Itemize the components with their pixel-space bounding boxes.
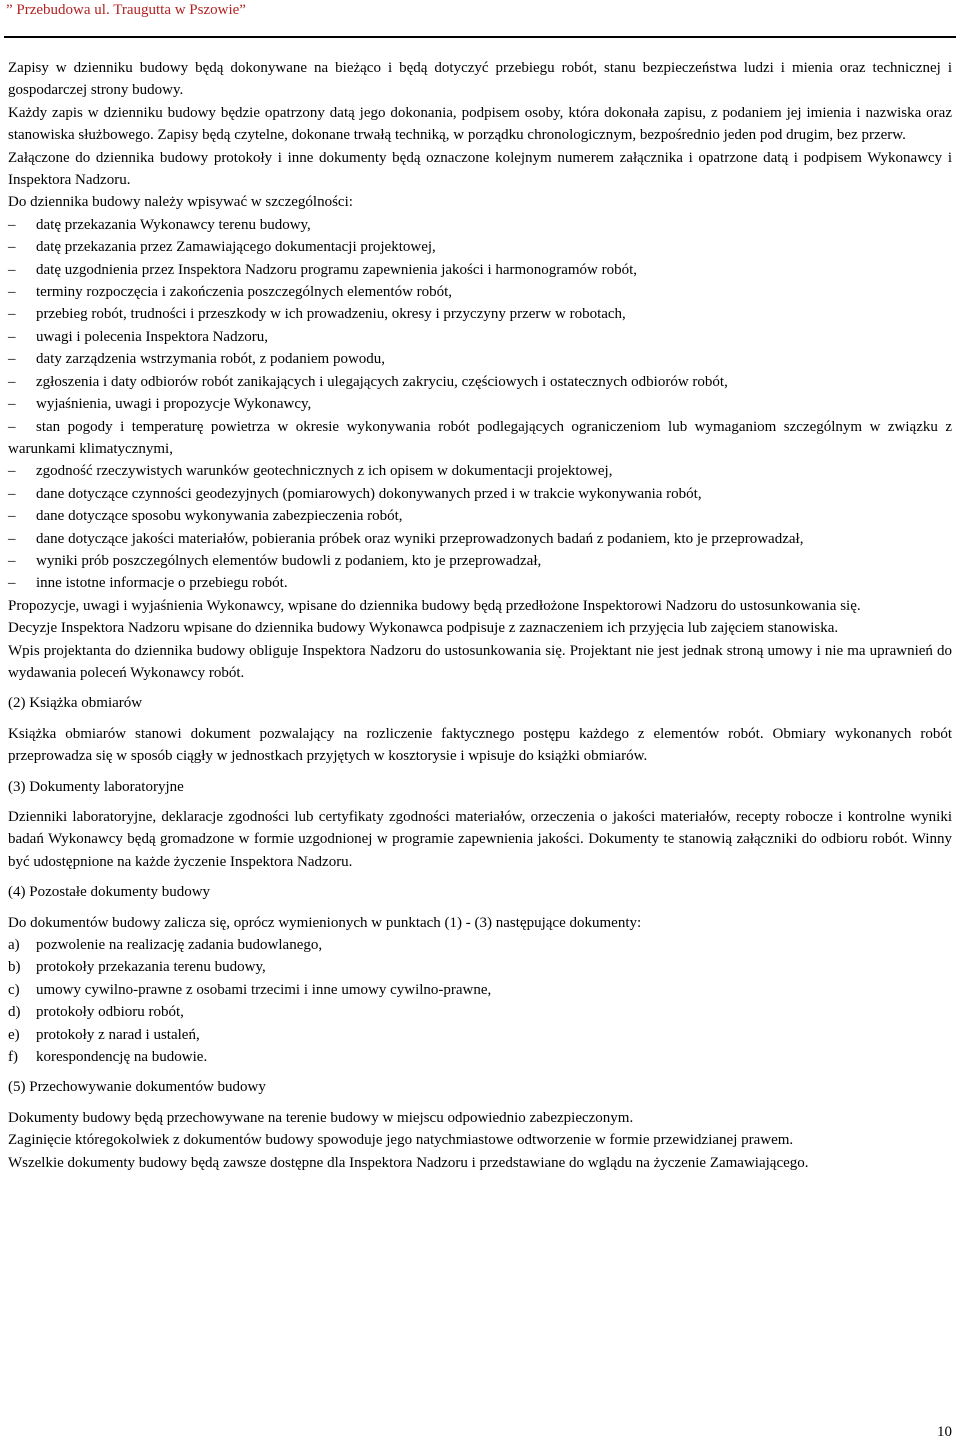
list-item	[8, 528, 952, 550]
list-item-text: dane dotyczące jakości materiałów, pobierania próbek oraz wyniki przeprowadzonych badań z podaniem, kto je przeprowadzał,	[36, 530, 804, 547]
list-item-text: umowy cywilno-prawne z osobami trzecimi i inne umowy cywilno-prawne,	[36, 981, 492, 998]
list-marker: –	[8, 239, 16, 256]
list-marker: –	[8, 216, 16, 233]
list-item-text: zgłoszenia i daty odbiorów robót zanikających i ulegających zakryciu, częściowych i ostatecznych odbiorów robót,	[36, 373, 728, 390]
section-heading: (3) Dokumenty laboratoryjne	[8, 778, 184, 795]
list-item-text: protokoły odbioru robót,	[36, 1004, 184, 1021]
dash-list	[8, 214, 952, 595]
list-item	[8, 979, 952, 1001]
list-item	[8, 460, 952, 482]
paragraph: Propozycje, uwagi i wyjaśnienia Wykonawcy, wpisane do dziennika budowy będą przedłożone Inspektorowi Nadzoru do ustosunkowania się.	[8, 597, 861, 614]
paragraph: Załączone do dziennika budowy protokoły i inne dokumenty będą oznaczone kolejnym numerem załącznika i opatrzone datą i podpisem Wykonawcy i Inspektora Nadzoru.	[8, 149, 952, 189]
list-marker: –	[8, 485, 16, 502]
list-item-text: przebieg robót, trudności i przeszkody w ich prowadzeniu, okresy i przyczyny przerw w robotach,	[36, 306, 626, 323]
list-item	[8, 956, 952, 978]
list-item	[8, 214, 952, 236]
list-marker: c)	[8, 981, 20, 998]
section-heading: (4) Pozostałe dokumenty budowy	[8, 884, 211, 901]
page-number: 10	[937, 1424, 952, 1440]
paragraph: Każdy zapis w dzienniku budowy będzie opatrzony datą jego dokonania, podpisem osoby, która dokonała zapisu, z podaniem jej imienia i nazwiska oraz stanowiska służbowego. Zapisy będą czytelne, dokonane trwałą techniką, w porządku chronologicznym, bezpośrednio jeden pod drugim, bez przerw.	[8, 104, 952, 144]
list-item-text: protokoły z narad i ustaleń,	[36, 1026, 200, 1043]
list-item	[8, 371, 952, 393]
list-item-text: datę przekazania przez Zamawiającego dokumentacji projektowej,	[36, 239, 436, 256]
paragraph: Dzienniki laboratoryjne, deklaracje zgodności lub certyfikaty zgodności materiałów, orzeczenia o jakości materiałów, recepty robocze i kontrolne wyniki badań Wykonawcy będą gromadzone w formie uzgodnionej w programie zapewnienia jakości. Dokumenty te stanowią załączniki do odbioru robót. Winny być udostępnione na każde życzenie Inspektora Nadzoru.	[8, 809, 952, 870]
list-item	[8, 281, 952, 303]
list-marker: a)	[8, 937, 20, 954]
list-marker: –	[8, 530, 16, 547]
list-marker: –	[8, 261, 16, 278]
list-marker: –	[8, 351, 16, 368]
paragraph: Do dokumentów budowy zalicza się, oprócz wymienionych w punktach (1) - (3) następujące dokumenty:	[8, 914, 642, 931]
list-item	[8, 393, 952, 415]
paragraph: Zapisy w dzienniku budowy będą dokonywane na bieżąco i będą dotyczyć przebiegu robót, stanu bezpieczeństwa ludzi i mienia oraz technicznej i gospodarczej strony budowy.	[8, 60, 952, 99]
list-marker: –	[8, 328, 16, 345]
list-item	[8, 416, 952, 461]
list-item-text: zgodność rzeczywistych warunków geotechnicznych z ich opisem w dokumentacji projektowej,	[36, 463, 613, 480]
paragraph: Do dziennika budowy należy wpisywać w szczególności:	[8, 194, 353, 211]
section-heading: (2) Książka obmiarów	[8, 695, 143, 712]
list-marker: b)	[8, 959, 21, 976]
list-item	[8, 483, 952, 505]
list-item-text: wyniki prób poszczególnych elementów budowli z podaniem, kto je przeprowadzał,	[36, 552, 542, 569]
list-item	[8, 572, 952, 594]
list-item	[8, 326, 952, 348]
list-marker: –	[8, 575, 16, 592]
list-item-text: korespondencję na budowie.	[36, 1049, 208, 1066]
page-header	[4, 0, 956, 38]
list-marker: f)	[8, 1049, 18, 1066]
list-item	[8, 550, 952, 572]
alpha-list	[8, 934, 952, 1068]
paragraph: Książka obmiarów stanowi dokument pozwalający na rozliczenie faktycznego postępu każdego z elementów robót. Obmiary wykonanych robót przeprowadza się w sposób ciągły w jednostkach przyjętych w kosztorysie i wpisuje do książki obmiarów.	[8, 725, 952, 765]
list-item-text: protokoły przekazania terenu budowy,	[36, 959, 266, 976]
list-item-text: datę przekazania Wykonawcy terenu budowy,	[36, 216, 311, 233]
list-item-text: datę uzgodnienia przez Inspektora Nadzoru programu zapewnienia jakości i harmonogramów robót,	[36, 261, 638, 278]
paragraph: Wpis projektanta do dziennika budowy obliguje Inspektora Nadzoru do ustosunkowania się. Projektant nie jest jednak stroną umowy i nie ma uprawnień do wydawania poleceń Wykonawcy robót.	[8, 642, 952, 681]
list-item	[8, 934, 952, 956]
list-item	[8, 1001, 952, 1023]
list-item	[8, 505, 952, 527]
list-item-text: terminy rozpoczęcia i zakończenia poszczególnych elementów robót,	[36, 284, 453, 301]
paragraph: Decyzje Inspektora Nadzoru wpisane do dziennika budowy Wykonawca podpisuje z zaznaczeniem ich przyjęcia lub zajęciem stanowiska.	[8, 620, 839, 637]
list-marker: –	[8, 463, 16, 480]
list-item	[8, 348, 952, 370]
list-item-text: dane dotyczące czynności geodezyjnych (pomiarowych) dokonywanych przed i w trakcie wykonywania robót,	[36, 485, 702, 502]
list-item-text: stan pogody i temperaturę powietrza w okresie wykonywania robót podlegających ograniczeniom lub wymaganiom szczególnym w związku z warunkami klimatycznymi,	[8, 418, 952, 457]
list-item-text: pozwolenie na realizację zadania budowlanego,	[36, 937, 323, 954]
list-item-text: inne istotne informacje o przebiegu robót.	[36, 575, 288, 592]
list-item-text: daty zarządzenia wstrzymania robót, z podaniem powodu,	[36, 351, 386, 368]
list-marker: –	[8, 552, 16, 569]
list-marker: –	[8, 396, 16, 413]
list-marker: –	[8, 284, 16, 301]
list-item	[8, 1024, 952, 1046]
section-heading: (5) Przechowywanie dokumentów budowy	[8, 1079, 266, 1096]
list-marker: –	[8, 306, 16, 323]
document-body	[8, 57, 952, 1174]
list-marker: e)	[8, 1026, 20, 1043]
paragraph: Dokumenty budowy będą przechowywane na terenie budowy w miejscu odpowiednio zabezpieczonym.	[8, 1109, 634, 1126]
header-title: ” Przebudowa ul. Traugutta w Pszowie”	[6, 2, 246, 18]
paragraph: Zaginięcie któregokolwiek z dokumentów budowy spowoduje jego natychmiastowe odtworzenie w formie przewidzianej prawem.	[8, 1132, 794, 1149]
list-item	[8, 303, 952, 325]
list-item-text: uwagi i polecenia Inspektora Nadzoru,	[36, 328, 268, 345]
list-marker: –	[8, 508, 16, 525]
list-marker: –	[8, 373, 16, 390]
list-item-text: wyjaśnienia, uwagi i propozycje Wykonawcy,	[36, 396, 312, 413]
paragraph: Wszelkie dokumenty budowy będą zawsze dostępne dla Inspektora Nadzoru i przedstawiane do wglądu na życzenie Zamawiającego.	[8, 1154, 809, 1171]
list-item-text: dane dotyczące sposobu wykonywania zabezpieczenia robót,	[36, 508, 403, 525]
list-item	[8, 236, 952, 258]
list-marker: –	[8, 418, 16, 435]
list-marker: d)	[8, 1004, 21, 1021]
list-item	[8, 1046, 952, 1068]
list-item	[8, 259, 952, 281]
